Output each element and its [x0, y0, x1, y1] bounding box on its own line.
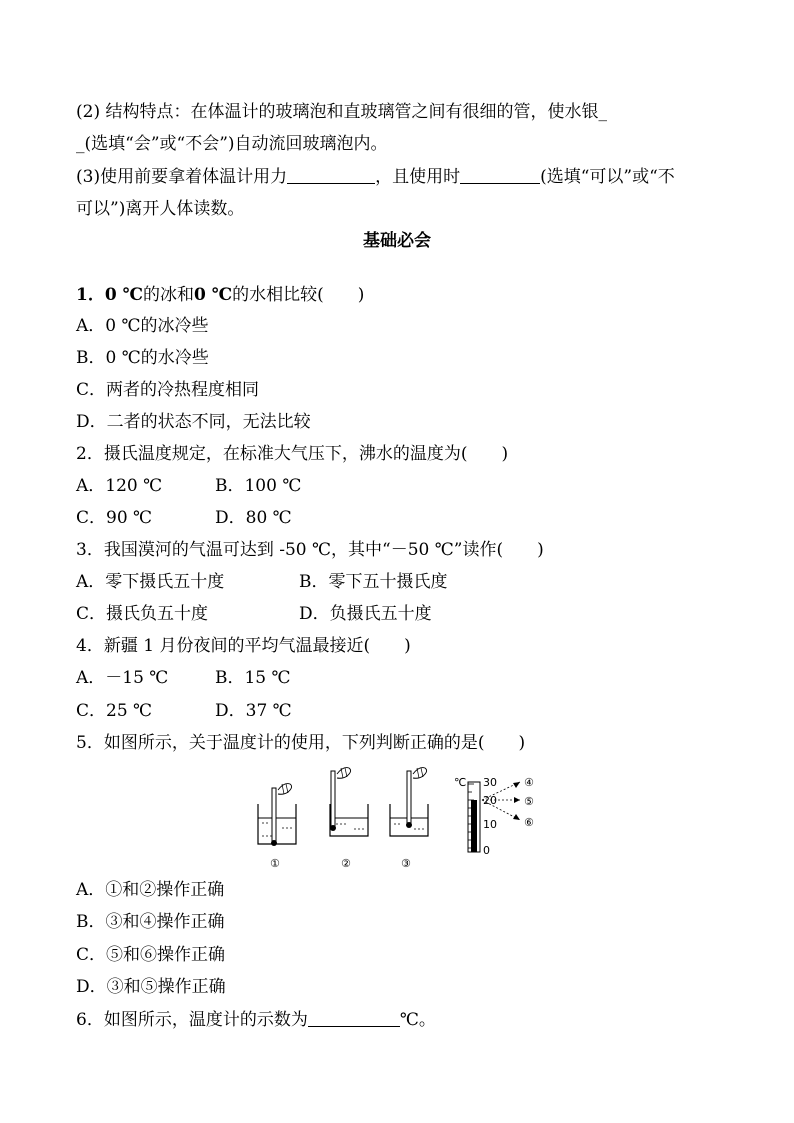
q5-option-c[interactable]: C．⑤和⑥操作正确 [76, 945, 226, 965]
question-5-stem: 5．如图所示，关于温度计的使用，下列判断正确的是( ) [76, 733, 526, 753]
answer-blank[interactable] [308, 1010, 400, 1027]
question-2-stem: 2．摄氏温度规定，在标准大气压下，沸水的温度为( ) [76, 444, 509, 464]
beaker-2 [330, 768, 368, 836]
sight-label-4: ④ [524, 776, 534, 789]
thermometer-figure [250, 766, 550, 874]
q5-option-b[interactable]: B．③和④操作正确 [76, 912, 225, 932]
section-title: 基础必会 [363, 231, 431, 251]
question-3-stem: 3．我国漠河的气温可达到 -50 ℃，其中“－50 ℃”读作( ) [76, 540, 544, 560]
q3-option-b[interactable]: B．零下五十摄氏度 [299, 572, 448, 592]
q1-stem-part: 的水相比较( ) [232, 285, 365, 305]
q2-option-d[interactable]: D．80 ℃ [215, 508, 292, 528]
intro-line-2: _(选填“会”或“不会”)自动流回玻璃泡内。 [76, 134, 388, 154]
tick-label-30: 30 [483, 776, 497, 789]
q3-option-a[interactable]: A．零下摄氏五十度 [76, 572, 225, 592]
intro-line-3-part-b: ，且使用时 [375, 167, 461, 187]
q1-stem-part: 0 ℃ [104, 285, 143, 305]
tick-label-20: 20 [483, 794, 497, 807]
intro-line-3-part-a: (3)使用前要拿着体温计用力 [76, 167, 288, 187]
answer-blank[interactable] [287, 167, 375, 184]
intro-line-3 [76, 165, 675, 189]
q1-option-d[interactable]: D．二者的状态不同，无法比较 [76, 412, 311, 432]
beaker-1 [258, 784, 296, 846]
q1-option-c[interactable]: C．两者的冷热程度相同 [76, 380, 260, 400]
q1-option-a[interactable]: A．0 ℃的冰冷些 [76, 316, 209, 336]
answer-blank[interactable] [460, 167, 540, 184]
sight-label-5: ⑤ [524, 795, 534, 808]
beaker-label-3: ③ [401, 857, 411, 870]
intro-line-1: (2) 结构特点：在体温计的玻璃泡和直玻璃管之间有很细的管，使水银_ [76, 102, 607, 122]
q2-option-b[interactable]: B．100 ℃ [215, 476, 302, 496]
unit-label: ℃ [454, 776, 467, 789]
q3-option-c[interactable]: C．摄氏负五十度 [76, 604, 209, 624]
beaker-label-2: ② [341, 857, 351, 870]
q1-stem-part: 的冰和 [142, 285, 194, 305]
q1-stem-part: 0 ℃ [193, 285, 233, 305]
q2-option-a[interactable]: A．120 ℃ [76, 476, 163, 496]
question-6-stem [76, 1008, 436, 1032]
thermometer-diagram [250, 766, 550, 874]
scale-thermometer [468, 782, 480, 852]
intro-line-4: 可以”)离开人体读数。 [76, 199, 245, 219]
beaker-3 [390, 768, 428, 836]
intro-line-3-part-c: (选填“可以”或“不 [540, 167, 675, 187]
beaker-label-1: ① [270, 857, 280, 870]
q5-option-d[interactable]: D．③和⑤操作正确 [76, 977, 226, 997]
question-number: 1． [76, 285, 105, 305]
q3-option-d[interactable]: D．负摄氏五十度 [299, 604, 432, 624]
question-4-stem: 4．新疆 1 月份夜间的平均气温最接近( ) [76, 636, 411, 656]
sight-label-6: ⑥ [524, 816, 534, 829]
q1-option-b[interactable]: B．0 ℃的水冷些 [76, 348, 209, 368]
q4-option-c[interactable]: C．25 ℃ [76, 701, 153, 721]
q4-option-b[interactable]: B．15 ℃ [215, 668, 291, 688]
q6-stem-part-a: 6．如图所示，温度计的示数为 [76, 1010, 308, 1030]
q2-option-c[interactable]: C．90 ℃ [76, 508, 153, 528]
q4-option-a[interactable]: A．－15 ℃ [76, 668, 169, 688]
q6-stem-part-b: ℃。 [399, 1010, 436, 1030]
tick-label-0: 0 [483, 844, 490, 857]
question-1-stem [76, 283, 364, 307]
tick-label-10: 10 [483, 818, 497, 831]
q4-option-d[interactable]: D．37 ℃ [215, 701, 292, 721]
q5-option-a[interactable]: A．①和②操作正确 [76, 880, 225, 900]
